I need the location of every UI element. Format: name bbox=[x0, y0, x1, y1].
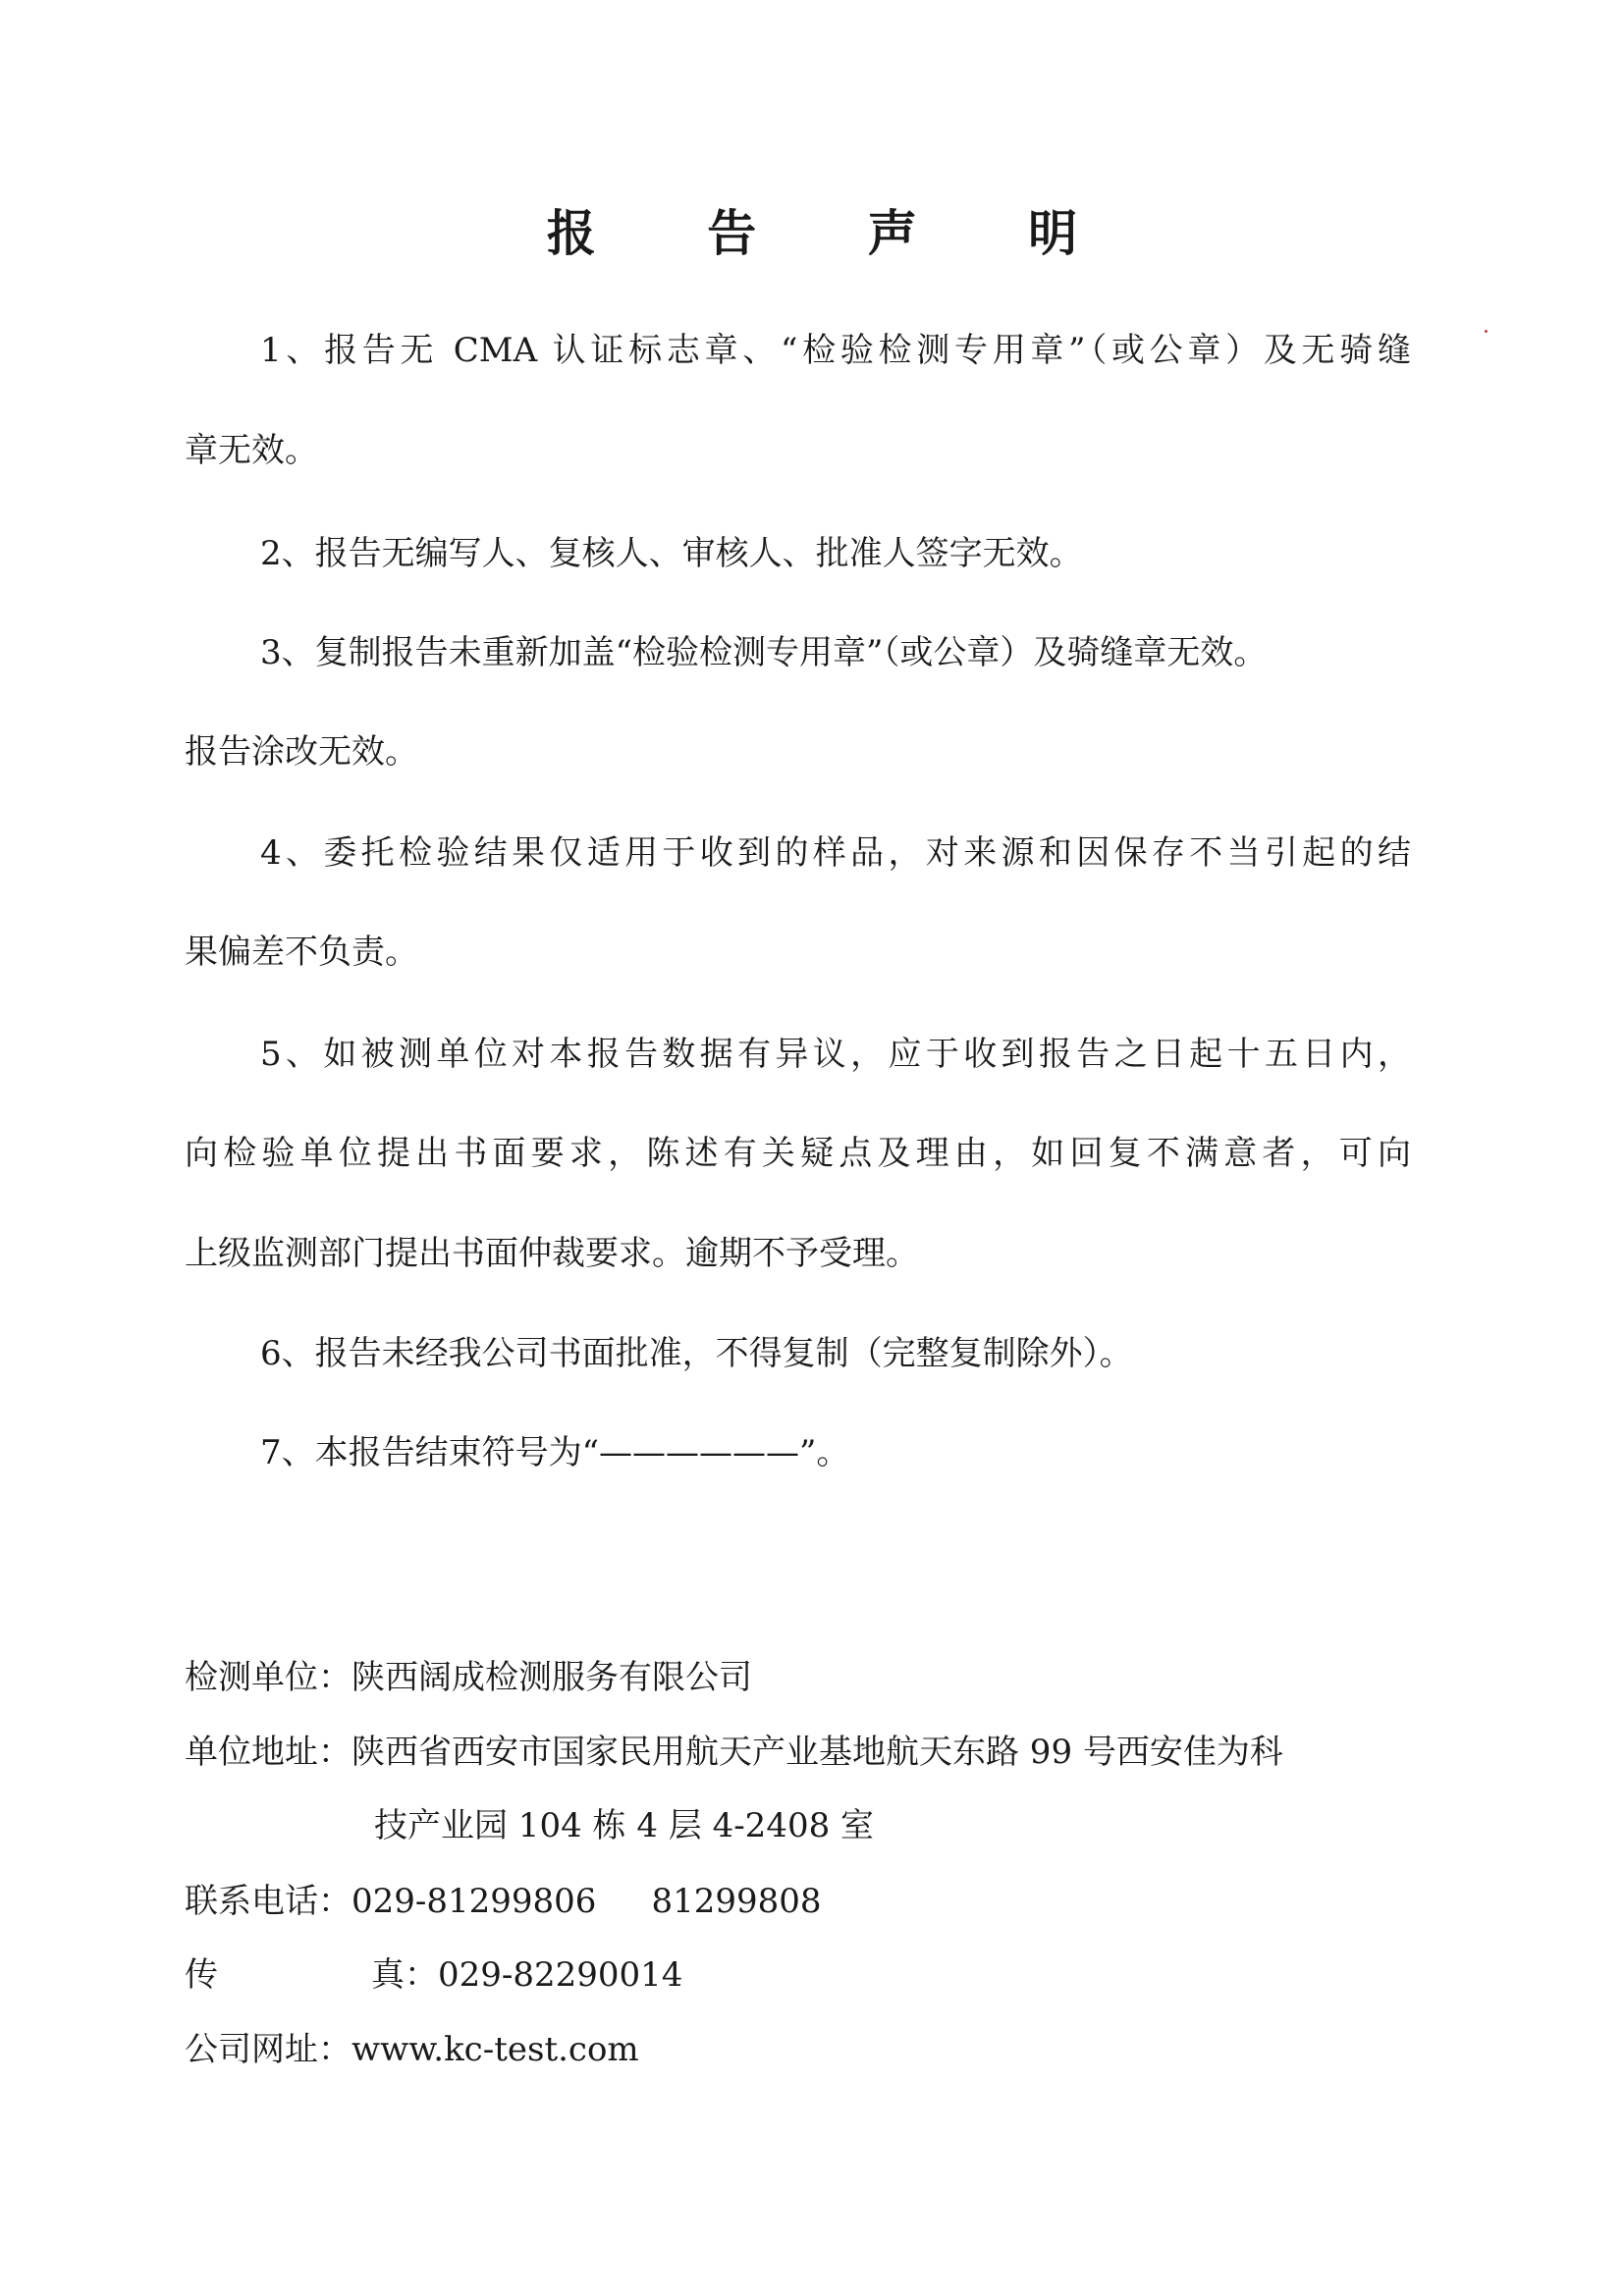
clause-4-line-1: 4、委托检验结果仅适用于收到的样品，对来源和因保存不当引起的结 bbox=[260, 833, 1411, 873]
clause-5-line-1: 5、如被测单位对本报告数据有异议，应于收到报告之日起十五日内， bbox=[260, 1035, 1411, 1074]
clause-2-line-1: 2、报告无编写人、复核人、审核人、批准人签字无效。 bbox=[260, 534, 1083, 573]
clause-1-line-2: 章无效。 bbox=[185, 431, 318, 470]
clause-5-line-3: 上级监测部门提出书面仲裁要求。逾期不予受理。 bbox=[185, 1234, 919, 1273]
clause-3-line-1: 3、复制报告未重新加盖“检验检测专用章”（或公章）及骑缝章无效。 bbox=[260, 633, 1268, 672]
fax-value: 029-82290014 bbox=[438, 1955, 683, 1995]
clause-3-line-2: 报告涂改无效。 bbox=[185, 732, 418, 772]
phone-value-1: 029-81299806 bbox=[352, 1882, 597, 1921]
website-row bbox=[185, 2030, 639, 2069]
fax-row bbox=[185, 1955, 683, 1995]
page-title: 报 告 声 明 bbox=[546, 205, 1125, 262]
scan-speck bbox=[1485, 330, 1488, 333]
clause-5-line-2: 向检验单位提出书面要求，陈述有关疑点及理由，如回复不满意者，可向 bbox=[185, 1134, 1411, 1173]
fax-label-1: 传 bbox=[185, 1955, 218, 1995]
clause-7-line-1: 7、本报告结束符号为“——————”。 bbox=[260, 1433, 850, 1472]
website-value: www.kc-test.com bbox=[352, 2030, 639, 2069]
phone-value-2: 81299808 bbox=[651, 1882, 822, 1921]
testing-unit-label: 检测单位： bbox=[185, 1658, 352, 1697]
fax-label-2: 真： bbox=[371, 1955, 438, 1995]
clause-6-line-1: 6、报告未经我公司书面批准，不得复制（完整复制除外）。 bbox=[260, 1334, 1133, 1373]
clause-4-line-2: 果偏差不负责。 bbox=[185, 933, 418, 972]
clause-1-line-1: 1、报告无 CMA 认证标志章、“检验检测专用章”（或公章）及无骑缝 bbox=[260, 331, 1411, 370]
address-row bbox=[185, 1733, 1283, 1772]
address-value-line-2: 技产业园 104 栋 4 层 4-2408 室 bbox=[374, 1806, 875, 1845]
testing-unit-row bbox=[185, 1658, 752, 1697]
website-label: 公司网址： bbox=[185, 2030, 352, 2069]
phone-row bbox=[185, 1882, 822, 1921]
address-label: 单位地址： bbox=[185, 1733, 352, 1772]
address-value-line-1: 陕西省西安市国家民用航天产业基地航天东路 99 号西安佳为科 bbox=[352, 1733, 1283, 1772]
testing-unit-value: 陕西阔成检测服务有限公司 bbox=[352, 1658, 752, 1697]
phone-label: 联系电话： bbox=[185, 1882, 352, 1921]
